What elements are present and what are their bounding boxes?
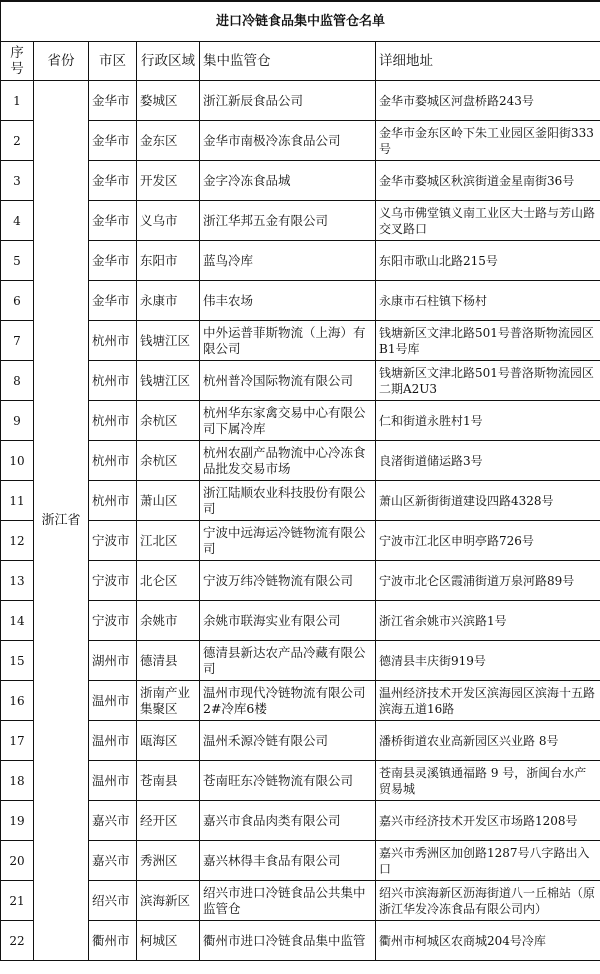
address-cell: 德清县丰庆街919号	[376, 641, 600, 681]
row-index: 20	[1, 841, 34, 881]
table-row	[1, 521, 600, 561]
row-index: 12	[1, 521, 34, 561]
warehouse-cell: 伟丰农场	[200, 281, 376, 321]
address-cell: 宁波市江北区申明亭路726号	[376, 521, 600, 561]
warehouse-cell: 中外运普菲斯物流（上海）有限公司	[200, 321, 376, 361]
table-row	[1, 81, 600, 121]
table-row	[1, 601, 600, 641]
district-cell: 余杭区	[137, 441, 200, 481]
address-cell: 永康市石柱镇下杨村	[376, 281, 600, 321]
header-city: 市区	[89, 42, 137, 81]
district-cell: 开发区	[137, 161, 200, 201]
row-index: 8	[1, 361, 34, 401]
table-row	[1, 121, 600, 161]
warehouse-cell: 绍兴市进口冷链食品公共集中监管仓	[200, 881, 376, 921]
city-cell: 绍兴市	[89, 881, 137, 921]
city-cell: 杭州市	[89, 321, 137, 361]
table-title: 进口冷链食品集中监管仓名单	[1, 1, 600, 42]
address-cell: 金华市婺城区秋滨街道金星南街36号	[376, 161, 600, 201]
warehouse-cell: 苍南旺东冷链物流有限公司	[200, 761, 376, 801]
row-index: 7	[1, 321, 34, 361]
district-cell: 钱塘江区	[137, 321, 200, 361]
address-cell: 潘桥街道农业高新园区兴业路 8号	[376, 721, 600, 761]
table-row	[1, 561, 600, 601]
address-cell: 嘉兴市经济技术开发区市场路1208号	[376, 801, 600, 841]
district-cell: 东阳市	[137, 241, 200, 281]
address-cell: 衢州市柯城区农商城204号冷库	[376, 921, 600, 961]
warehouse-cell: 温州禾源冷链有限公司	[200, 721, 376, 761]
warehouse-cell: 金华市南极冷冻食品公司	[200, 121, 376, 161]
city-cell: 宁波市	[89, 521, 137, 561]
address-cell: 义乌市佛堂镇义南工业区大士路与芳山路交叉路口	[376, 201, 600, 241]
district-cell: 北仑区	[137, 561, 200, 601]
district-cell: 浙南产业集聚区	[137, 681, 200, 721]
row-index: 10	[1, 441, 34, 481]
warehouse-cell: 宁波万纬冷链物流有限公司	[200, 561, 376, 601]
district-cell: 柯城区	[137, 921, 200, 961]
row-index: 18	[1, 761, 34, 801]
table-row	[1, 721, 600, 761]
address-cell: 苍南县灵溪镇通福路 9 号，浙闽台水产贸易城	[376, 761, 600, 801]
row-index: 13	[1, 561, 34, 601]
row-index: 11	[1, 481, 34, 521]
city-cell: 金华市	[89, 241, 137, 281]
warehouse-cell: 浙江华邦五金有限公司	[200, 201, 376, 241]
city-cell: 金华市	[89, 81, 137, 121]
address-cell: 钱塘新区文津北路501号普洛斯物流园区二期A2U3	[376, 361, 600, 401]
district-cell: 经开区	[137, 801, 200, 841]
address-cell: 温州经济技术开发区滨海园区滨海十五路滨海五道16路	[376, 681, 600, 721]
city-cell: 嘉兴市	[89, 801, 137, 841]
warehouse-cell: 杭州华东家禽交易中心有限公司下属冷库	[200, 401, 376, 441]
city-cell: 湖州市	[89, 641, 137, 681]
warehouse-cell: 余姚市联海实业有限公司	[200, 601, 376, 641]
address-cell: 金华市金东区岭下朱工业园区釜阳街333号	[376, 121, 600, 161]
city-cell: 衢州市	[89, 921, 137, 961]
warehouse-cell: 温州市现代冷链物流有限公司2#冷库6楼	[200, 681, 376, 721]
district-cell: 余杭区	[137, 401, 200, 441]
city-cell: 金华市	[89, 161, 137, 201]
address-cell: 萧山区新街街道建设四路4328号	[376, 481, 600, 521]
row-index: 4	[1, 201, 34, 241]
row-index: 21	[1, 881, 34, 921]
row-index: 3	[1, 161, 34, 201]
address-cell: 嘉兴市秀洲区加创路1287号八字路出入口	[376, 841, 600, 881]
table-row	[1, 321, 600, 361]
address-cell: 宁波市北仑区霞浦街道万泉河路89号	[376, 561, 600, 601]
row-index: 5	[1, 241, 34, 281]
district-cell: 萧山区	[137, 481, 200, 521]
city-cell: 宁波市	[89, 561, 137, 601]
address-cell: 金华市婺城区河盘桥路243号	[376, 81, 600, 121]
table-row	[1, 841, 600, 881]
city-cell: 温州市	[89, 761, 137, 801]
city-cell: 金华市	[89, 201, 137, 241]
header-address: 详细地址	[376, 42, 600, 81]
city-cell: 温州市	[89, 721, 137, 761]
header-row	[1, 42, 600, 81]
district-cell: 婺城区	[137, 81, 200, 121]
address-cell: 仁和街道永胜村1号	[376, 401, 600, 441]
row-index: 2	[1, 121, 34, 161]
address-cell: 东阳市歌山北路215号	[376, 241, 600, 281]
address-cell: 浙江省余姚市兴滨路1号	[376, 601, 600, 641]
header-province: 省份	[34, 42, 89, 81]
city-cell: 杭州市	[89, 401, 137, 441]
table-row	[1, 881, 600, 921]
row-index: 9	[1, 401, 34, 441]
row-index: 6	[1, 281, 34, 321]
district-cell: 苍南县	[137, 761, 200, 801]
table-row	[1, 921, 600, 961]
row-index: 17	[1, 721, 34, 761]
district-cell: 义乌市	[137, 201, 200, 241]
table-row	[1, 481, 600, 521]
row-index: 1	[1, 81, 34, 121]
header-district: 行政区域	[137, 42, 200, 81]
district-cell: 德清县	[137, 641, 200, 681]
warehouse-cell: 蓝鸟冷库	[200, 241, 376, 281]
table-body	[1, 81, 600, 961]
district-cell: 滨海新区	[137, 881, 200, 921]
header-index: 序号	[1, 42, 34, 81]
city-cell: 杭州市	[89, 481, 137, 521]
table-row	[1, 761, 600, 801]
district-cell: 永康市	[137, 281, 200, 321]
table-row	[1, 681, 600, 721]
row-index: 14	[1, 601, 34, 641]
warehouse-cell: 德清县新达农产品冷藏有限公司	[200, 641, 376, 681]
district-cell: 江北区	[137, 521, 200, 561]
district-cell: 余姚市	[137, 601, 200, 641]
city-cell: 杭州市	[89, 441, 137, 481]
city-cell: 杭州市	[89, 361, 137, 401]
district-cell: 金东区	[137, 121, 200, 161]
table-row	[1, 641, 600, 681]
warehouse-cell: 嘉兴林得丰食品有限公司	[200, 841, 376, 881]
city-cell: 金华市	[89, 121, 137, 161]
city-cell: 金华市	[89, 281, 137, 321]
warehouse-cell: 嘉兴市食品肉类有限公司	[200, 801, 376, 841]
city-cell: 宁波市	[89, 601, 137, 641]
table-row	[1, 401, 600, 441]
table-row	[1, 281, 600, 321]
warehouse-cell: 宁波中远海运冷链物流有限公司	[200, 521, 376, 561]
address-cell: 钱塘新区文津北路501号普洛斯物流园区B1号库	[376, 321, 600, 361]
table-row	[1, 801, 600, 841]
warehouse-cell: 衢州市进口冷链食品集中监管	[200, 921, 376, 961]
table-row	[1, 441, 600, 481]
table-row	[1, 201, 600, 241]
table-row	[1, 161, 600, 201]
row-index: 15	[1, 641, 34, 681]
row-index: 16	[1, 681, 34, 721]
warehouse-cell: 浙江新辰食品公司	[200, 81, 376, 121]
table-row	[1, 241, 600, 281]
warehouse-cell: 浙江陆顺农业科技股份有限公司	[200, 481, 376, 521]
warehouse-cell: 金字冷冻食品城	[200, 161, 376, 201]
district-cell: 钱塘江区	[137, 361, 200, 401]
warehouse-cell: 杭州普冷国际物流有限公司	[200, 361, 376, 401]
row-index: 22	[1, 921, 34, 961]
city-cell: 温州市	[89, 681, 137, 721]
district-cell: 秀洲区	[137, 841, 200, 881]
address-cell: 绍兴市滨海新区沥海街道八一丘棉站（原浙江华发冷冻食品有限公司内）	[376, 881, 600, 921]
header-warehouse: 集中监管仓	[200, 42, 376, 81]
city-cell: 嘉兴市	[89, 841, 137, 881]
row-index: 19	[1, 801, 34, 841]
table-row	[1, 361, 600, 401]
address-cell: 良渚街道储运路3号	[376, 441, 600, 481]
district-cell: 瓯海区	[137, 721, 200, 761]
warehouse-cell: 杭州农副产品物流中心冷冻食品批发交易市场	[200, 441, 376, 481]
province-cell: 浙江省	[34, 81, 89, 961]
